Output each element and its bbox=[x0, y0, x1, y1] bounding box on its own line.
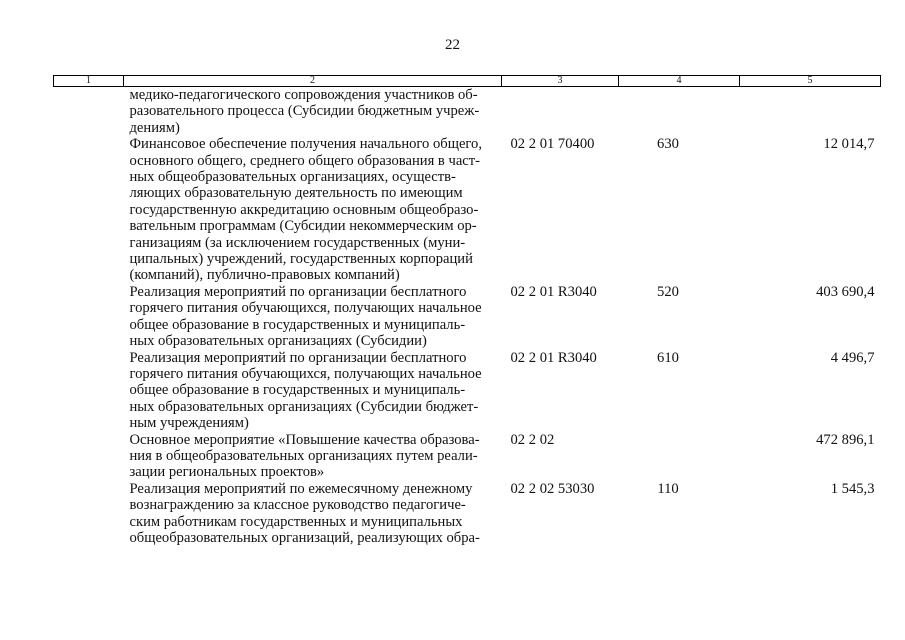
row-amount-cell: 4 496,7 bbox=[830, 349, 875, 366]
row-name-line: разовательного процесса (Субсидии бюджетным учреж- bbox=[129, 103, 480, 120]
budget-table bbox=[53, 75, 881, 546]
header-col-3: 3 bbox=[502, 76, 619, 87]
row-amount-cell bbox=[740, 87, 881, 137]
row-name-line: общее образование в государственных и муниципаль- bbox=[129, 382, 466, 399]
row-name-line: общее образование в государственных и муниципаль- bbox=[129, 316, 466, 333]
header-col-4: 4 bbox=[619, 76, 740, 87]
row-name-cell bbox=[124, 87, 502, 137]
row-expense-type-cell: 110 bbox=[657, 480, 679, 497]
row-name-line: Финансовое обеспечение получения начального общего, bbox=[129, 136, 482, 153]
row-number-cell bbox=[54, 136, 124, 284]
row-expense-type-cell bbox=[619, 432, 740, 481]
row-name-line: Основное мероприятие «Повышение качества образова- bbox=[129, 431, 480, 448]
table-row bbox=[54, 136, 881, 284]
page-number: 22 bbox=[445, 37, 460, 53]
row-code-cell: 02 2 01 70400 bbox=[510, 136, 595, 153]
row-number-cell bbox=[54, 284, 124, 350]
row-name-line: дениям) bbox=[129, 119, 180, 136]
table-row bbox=[54, 87, 881, 137]
row-name-line: ципальных) учреждений, государственных корпораций bbox=[129, 251, 473, 268]
row-name-cell bbox=[124, 481, 502, 547]
row-name-line: ляющих образовательную деятельность по имеющим bbox=[129, 185, 463, 202]
row-name-line: ных общеобразовательных организациях, осуществ- bbox=[129, 169, 456, 186]
row-name-line: ных образовательных организациях (Субсидии бюджет- bbox=[129, 398, 479, 415]
row-expense-type-cell bbox=[619, 87, 740, 137]
row-name-line: ных образовательных организациях (Субсидии) bbox=[129, 333, 427, 350]
row-name-cell bbox=[124, 136, 502, 284]
row-name-line: ным учреждениям) bbox=[129, 415, 249, 432]
table-body bbox=[54, 87, 881, 547]
row-name-line: горячего питания обучающихся, получающих начальное bbox=[129, 365, 482, 382]
row-amount-cell: 472 896,1 bbox=[816, 431, 875, 448]
row-name-cell bbox=[124, 432, 502, 481]
row-name-line: Реализация мероприятий по ежемесячному денежному bbox=[129, 480, 473, 497]
row-name-line: (компаний), публично-правовых компаний) bbox=[129, 267, 400, 284]
table-header bbox=[54, 76, 881, 87]
header-col-5: 5 bbox=[740, 76, 881, 87]
row-name-cell bbox=[124, 350, 502, 432]
table-row bbox=[54, 284, 881, 350]
header-col-2: 2 bbox=[124, 76, 502, 87]
row-name-line: зации региональных проектов» bbox=[129, 464, 325, 481]
row-code-cell bbox=[502, 87, 619, 137]
row-number-cell bbox=[54, 432, 124, 481]
row-name-line: государственную аккредитацию основным общеобразо- bbox=[129, 201, 479, 218]
row-name-line: Реализация мероприятий по организации бесплатного bbox=[129, 283, 467, 300]
table-row bbox=[54, 350, 881, 432]
row-name-line: горячего питания обучающихся, получающих начальное bbox=[129, 300, 482, 317]
row-name-line: ганизациям (за исключением государственных (муни- bbox=[129, 234, 466, 251]
row-name-line: медико-педагогического сопровождения участников об- bbox=[129, 87, 478, 103]
row-expense-type-cell: 520 bbox=[657, 283, 679, 300]
row-name-line: ским работникам государственных и муниципальных bbox=[129, 513, 463, 530]
row-name-line: общеобразовательных организаций, реализующих обра- bbox=[129, 529, 480, 546]
row-name-cell bbox=[124, 284, 502, 350]
row-amount-cell: 403 690,4 bbox=[816, 283, 875, 300]
row-name-line: Реализация мероприятий по организации бесплатного bbox=[129, 349, 467, 366]
row-name-line: вознаграждению за классное руководство педагогиче- bbox=[129, 497, 466, 514]
row-number-cell bbox=[54, 350, 124, 432]
row-amount-cell: 12 014,7 bbox=[823, 136, 875, 153]
row-number-cell bbox=[54, 87, 124, 137]
row-expense-type-cell: 630 bbox=[657, 136, 679, 153]
row-amount-cell: 1 545,3 bbox=[830, 480, 875, 497]
table-row bbox=[54, 481, 881, 547]
row-number-cell bbox=[54, 481, 124, 547]
row-name-line: основного общего, среднего общего образования в част- bbox=[129, 152, 481, 169]
row-code-cell: 02 2 01 R3040 bbox=[510, 349, 597, 366]
row-code-cell: 02 2 01 R3040 bbox=[510, 283, 597, 300]
table-row bbox=[54, 432, 881, 481]
row-code-cell: 02 2 02 bbox=[510, 431, 555, 448]
row-name-line: ния в общеобразовательных организациях путем реали- bbox=[129, 447, 478, 464]
header-row bbox=[54, 76, 881, 87]
row-code-cell: 02 2 02 53030 bbox=[510, 480, 595, 497]
row-expense-type-cell: 610 bbox=[657, 349, 679, 366]
header-col-1: 1 bbox=[54, 76, 124, 87]
row-name-line: вательным программам (Субсидии некоммерческим ор- bbox=[129, 218, 477, 235]
